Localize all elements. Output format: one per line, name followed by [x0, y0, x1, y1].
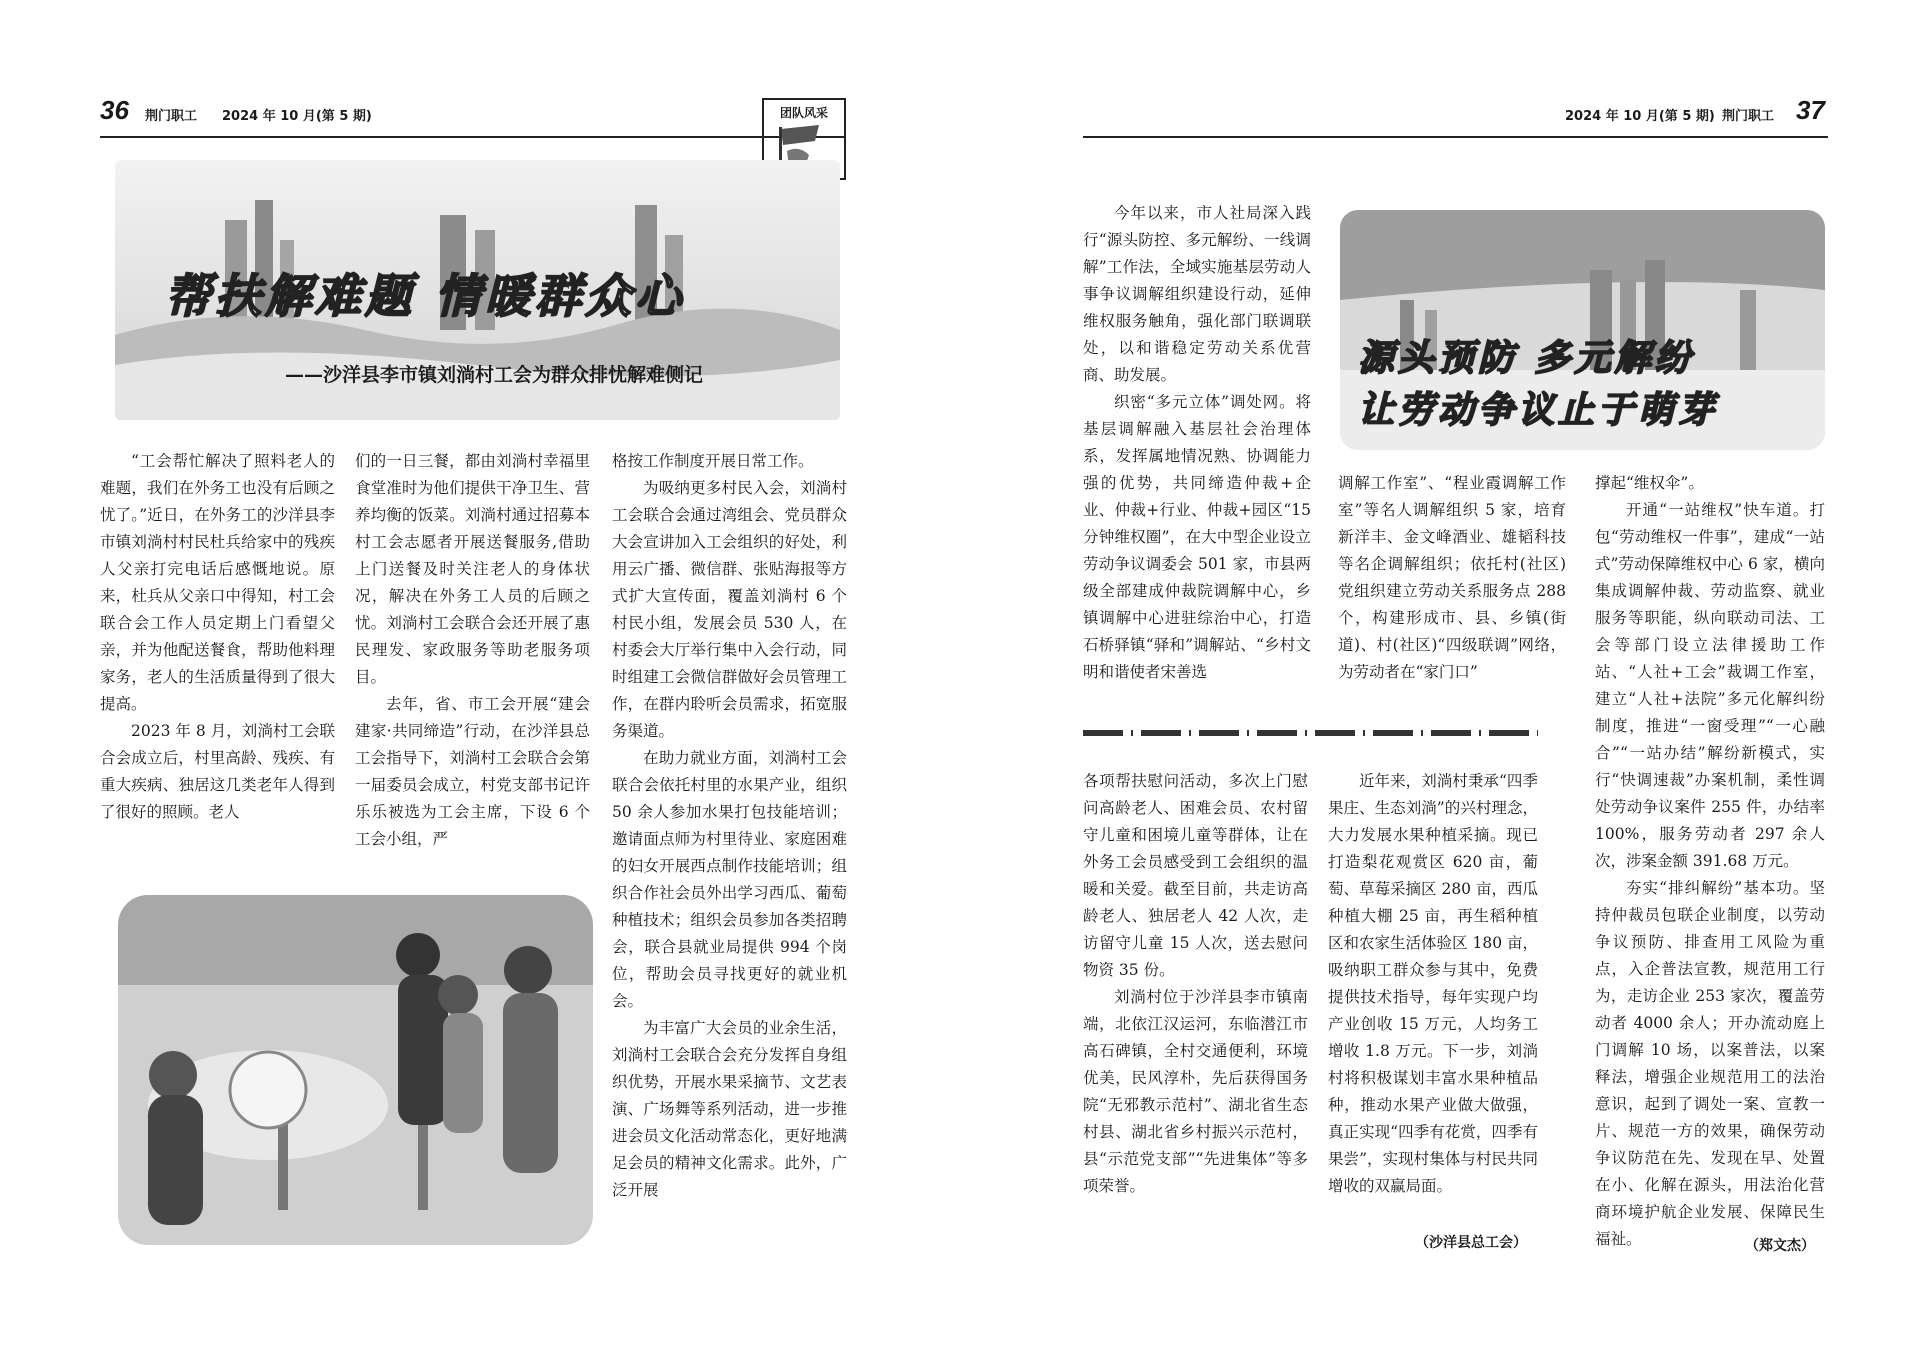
photo-illustration [118, 895, 593, 1245]
right-title-line-1: 源头预防 多元解纷 [1358, 337, 1695, 379]
paragraph: 格按工作制度开展日常工作。 [612, 452, 814, 470]
paragraph: 去年，省、市工会开展“建会建家·共同缔造”行动，在沙洋县总工会指导下，刘淌村工会联合会第一届委员会成立，村党支部书记许乐乐被选为工会主席，下设 6 个工会小组，严 [355, 695, 590, 848]
section-divider [1083, 730, 1538, 736]
left-page-number: 36 [100, 95, 129, 125]
paragraph: 刘淌村位于沙洋县李市镇南端，北依江汉运河，东临潜江市高石碑镇，全村交通便利，环境优美，民风淳朴，先后获得国务院“无邪教示范村”、湖北省生态村县、湖北省乡村振兴示范村，县“示范党支部”“先进集体”等多项荣誉。 [1083, 988, 1308, 1195]
left-article-subtitle: ——沙洋县李市镇刘淌村工会为群众排忧解难侧记 [285, 364, 704, 386]
right-middle-column [1338, 470, 1566, 686]
left-column-1 [100, 448, 335, 826]
left-magazine-name: 荆门职工 [145, 109, 198, 124]
left-title-banner [115, 160, 840, 420]
left-header-rule [100, 136, 845, 138]
right-title-line-2: 让劳动争议止于萌芽 [1358, 389, 1719, 431]
paragraph: 调解工作室”、“程业霞调解工作室”等名人调解组织 5 家，培育新洋丰、金文峰酒业、雄韬科技等名企调解组织；依托村(社区)党组织建立劳动关系服务点 288 个，构建形成市、县、乡镇(街道)、村(社区)“四级联调”网络，为劳动者在“家门口” [1338, 474, 1566, 681]
paragraph: “工会帮忙解决了照料老人的难题，我们在外务工也没有后顾之忧了。”近日，在外务工的沙洋县李市镇刘淌村村民杜兵给家中的残疾人父亲打完电话后感慨地说。原来，杜兵从父亲口中得知，村工会联合会工作人员定期上门看望父亲，并为他配送餐食，帮助他料理家务，老人的生活质量得到了很大提高。 [100, 452, 335, 713]
left-column-3 [612, 448, 847, 1204]
right-header-rule [1083, 136, 1828, 138]
right-intro-column [1083, 200, 1311, 686]
paragraph: 为吸纳更多村民入会，刘淌村工会联合会通过湾组会、党员群众大会宣讲加入工会组织的好处，利用云广播、微信群、张贴海报等方式扩大宣传面，覆盖刘淌村 6 个村民小组，发展会员 530 人，在村委会大厅举行集中入会行动，同时组建工会微信群做好会员管理工作，在群内聆听会员需求，拓宽服务渠道。 [612, 479, 847, 740]
right-signature: （郑文杰） [1745, 1238, 1815, 1254]
left-article-title: 帮扶解难题 情暖群众心 [165, 269, 686, 323]
left-article-signature: （沙洋县总工会） [1415, 1235, 1527, 1251]
section-tag-label: 团队风采 [779, 106, 828, 120]
volunteers-visiting-photo [118, 895, 593, 1245]
paragraph: 近年来，刘淌村秉承“四季果庄、生态刘淌”的兴村理念，大力发展水果种植采摘。现已打造梨花观赏区 620 亩，葡萄、草莓采摘区 280 亩，西瓜种植大棚 25 亩，再生稻种植区和农家生活体验区 180 亩，吸纳职工群众参与其中，免费提供技术指导，每年实现户均产业创收 15 万元，人均务工增收 1.8 万元。下一步，刘淌村将积极谋划丰富水果种植品种，推动水果产业做大做强，真正实现“四季有花赏，四季有果尝”，实现村集体与村民共同增收的双赢局面。 [1328, 772, 1538, 1195]
continued-column-1 [1083, 768, 1308, 1200]
paragraph: 2023 年 8 月，刘淌村工会联合会成立后，村里高龄、残疾、有重大疾病、独居这几类老年人得到了很好的照顾。老人 [100, 722, 335, 821]
right-right-column [1595, 470, 1825, 1253]
right-title-banner [1340, 210, 1825, 450]
continued-column-2 [1328, 768, 1538, 1200]
right-issue: 2024 年 10 月(第 5 期) [1565, 109, 1715, 124]
paragraph: 夯实“排纠解纷”基本功。坚持仲裁员包联企业制度，以劳动争议预防、排查用工风险为重点，入企普法宣教，规范用工行为，走访企业 253 家次，覆盖劳动者 4000 余人；开办流动庭上门调解 10 场，以案普法，以案释法，增强企业规范用工的法治意识，起到了调处一案、宣教一片、规范一方的效果，确保劳动争议防范在先、发现在早、处置在小、化解在源头，用法治化营商环境护航企业发展、保障民生福祉。 [1595, 879, 1825, 1248]
paragraph: 开通“一站维权”快车道。打包“劳动维权一件事”，建成“一站式”劳动保障维权中心 6 家，横向集成调解仲裁、劳动监察、就业服务等职能，纵向联动司法、工会等部门设立法律援助工作站、“人社+工会”裁调工作室，建立“人社+法院”多元化解纠纷制度，推进“一窗受理”“一心融合”“一站办结”解纷新模式，实行“快调速裁”办案机制，柔性调处劳动争议案件 255 件，办结率 100%，服务劳动者 297 余人次，涉案金额 391.68 万元。 [1595, 501, 1825, 870]
left-column-2 [355, 448, 590, 853]
right-page-number: 37 [1796, 95, 1825, 125]
paragraph: 为丰富广大会员的业余生活，刘淌村工会联合会充分发挥自身组织优势，开展水果采摘节、文艺表演、广场舞等系列活动，进一步推进会员文化活动常态化，更好地满足会员的精神文化需求。此外，广泛开展 [612, 1019, 847, 1199]
paragraph: 各项帮扶慰问活动，多次上门慰问高龄老人、困难会员、农村留守儿童和困境儿童等群体，让在外务工会员感受到工会组织的温暖和关爱。截至目前，共走访高龄老人、独居老人 42 人次，走访留守儿童 15 人次，送去慰问物资 35 份。 [1083, 772, 1308, 979]
left-issue: 2024 年 10 月(第 5 期) [222, 109, 372, 124]
paragraph: 今年以来，市人社局深入践行“源头防控、多元解纷、一线调解”工作法，全域实施基层劳动人事争议调解组织建设行动，延伸维权服务触角，强化部门联调联处，以和谐稳定劳动关系优营商、助发展。 [1083, 204, 1311, 384]
paragraph: 织密“多元立体”调处网。将基层调解融入基层社会治理体系，发挥属地情况熟、协调能力强的优势，共同缔造仲裁+企业、仲裁+行业、仲裁+园区“15分钟维权圈”，在大中型企业设立劳动争议调委会 501 家，市县两级全部建成仲裁院调解中心，乡镇调解中心进驻综治中心，打造石桥驿镇“驿和”调解站、“乡村文明和谐使者宋善选 [1083, 393, 1311, 681]
paragraph: 在助力就业方面，刘淌村工会联合会依托村里的水果产业，组织 50 余人参加水果打包技能培训；邀请面点师为村里待业、家庭困难的妇女开展西点制作技能培训；组织合作社会员外出学习西瓜、葡萄种植技术；组织会员参加各类招聘会，联合县就业局提供 994 个岗位，帮助会员寻找更好的就业机会。 [612, 749, 847, 1010]
right-magazine-name: 荆门职工 [1722, 109, 1775, 124]
paragraph: 撑起“维权伞”。 [1595, 474, 1704, 492]
paragraph: 们的一日三餐，都由刘淌村幸福里食堂准时为他们提供干净卫生、营养均衡的饭菜。刘淌村通过招募本村工会志愿者开展送餐服务,借助上门送餐及时关注老人的身体状况，解决在外务工人员的后顾之忧。刘淌村工会联合会还开展了惠民理发、家政服务等助老服务项目。 [355, 452, 590, 686]
